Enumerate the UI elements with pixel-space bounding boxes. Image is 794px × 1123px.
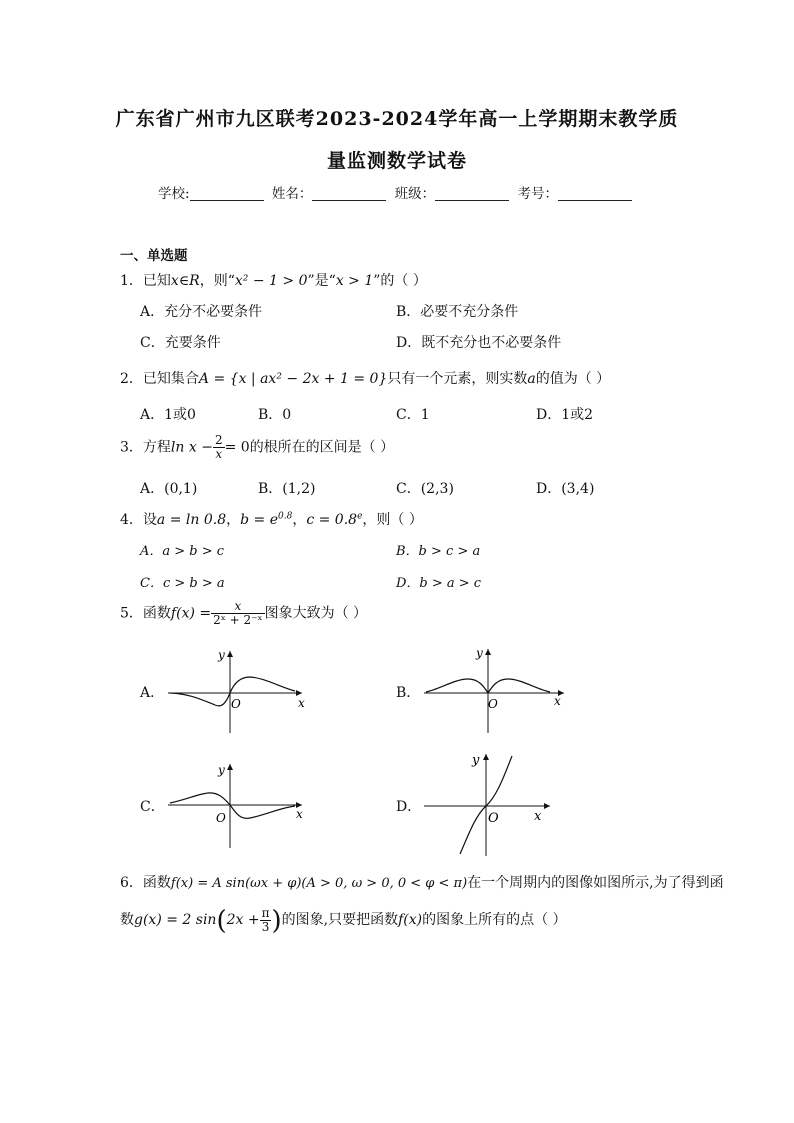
q5-math: f(x) =: [170, 605, 212, 622]
q6-frac-den: 3: [261, 919, 270, 934]
q2-text: 的值为（ ）: [535, 371, 611, 387]
q1-math: x² − 1 > 0: [234, 273, 308, 289]
y-label: y: [472, 753, 480, 768]
x-label: x: [534, 809, 542, 824]
origin-label: O: [488, 811, 499, 826]
student-info-line: [0, 182, 794, 202]
origin-label: O: [216, 811, 226, 825]
q1-option-b[interactable]: B．必要不充分条件: [396, 304, 519, 320]
q5-graph-b: [420, 645, 570, 737]
q5-graph-a: [160, 645, 310, 737]
q3-math: ln x −: [170, 439, 213, 456]
name-blank[interactable]: [312, 186, 386, 201]
origin-label: O: [231, 697, 241, 711]
page-title-line2: 量监测数学试卷: [326, 150, 467, 172]
q4-sep: ，: [292, 512, 307, 528]
q6-text: 函数: [142, 875, 171, 891]
q5-option-c[interactable]: C．: [140, 799, 165, 815]
q1-math: x > 1: [335, 273, 374, 289]
q2-option-a[interactable]: A．1或0: [140, 407, 196, 423]
q5-frac-num: x: [211, 600, 264, 614]
q4-option-a[interactable]: A．a > b > c: [140, 544, 225, 559]
q3-text: 方程: [142, 439, 171, 456]
q5-graph-d: [420, 750, 570, 860]
q4-sep: ，: [226, 512, 241, 528]
x-label: x: [298, 696, 305, 710]
q1-text: ，则“: [199, 273, 235, 289]
q6-math: g(x) = 2 sin: [134, 912, 217, 928]
q6-paren-open: (: [216, 906, 227, 936]
q5-fraction: [211, 600, 264, 627]
y-label: y: [218, 648, 225, 662]
curve: [170, 793, 295, 818]
q4-text: ，则（ ）: [362, 512, 423, 528]
q3-option-c[interactable]: C．(2,3): [396, 481, 454, 497]
q6-number: 6．: [120, 875, 143, 891]
q6-paren-close: ): [271, 906, 282, 936]
q6-math: f(x) = A sin(ωx + φ)(A > 0, ω > 0, 0 < φ < π): [170, 876, 468, 891]
q6-fraction: [260, 907, 272, 934]
q2-math: A = {x | ax² − 2x + 1 = 0}: [198, 371, 388, 387]
q6-text: 数: [120, 912, 134, 928]
school-blank[interactable]: [190, 186, 264, 201]
question-3: [120, 434, 394, 461]
q5-option-b[interactable]: B．: [396, 685, 421, 701]
q1-math: x∈R: [170, 273, 200, 289]
y-label: y: [476, 646, 483, 660]
q4-option-d[interactable]: D．b > a > c: [396, 576, 482, 591]
q3-option-b[interactable]: B．(1,2): [258, 481, 316, 497]
q6-math: f(x): [398, 912, 423, 928]
q6-frac-num: π: [261, 905, 270, 920]
q5-text: 函数: [142, 605, 171, 622]
q5-option-a[interactable]: A．: [140, 685, 165, 701]
q5-option-d[interactable]: D．: [396, 799, 422, 815]
q2-text: 已知集合: [142, 371, 199, 387]
q1-option-c[interactable]: C．充要条件: [140, 335, 221, 351]
q6-text: 的图象上所有的点（ ）: [422, 912, 567, 928]
q3-frac-den: x: [215, 447, 223, 461]
name-label: 姓名：: [271, 186, 313, 202]
q4-math: b = e: [240, 512, 278, 528]
q4-number: 4．: [120, 512, 143, 528]
q5-frac-den: 2ˣ + 2⁻ˣ: [213, 613, 263, 627]
q3-text: 的根所在的区间是（ ）: [249, 439, 395, 456]
q4-math: c = 0.8: [306, 512, 358, 528]
school-label: 学校:: [158, 186, 190, 202]
question-6-line2: [120, 906, 567, 936]
q2-math: a: [527, 371, 536, 387]
q3-option-a[interactable]: A．(0,1): [140, 481, 198, 497]
x-label: x: [296, 807, 303, 821]
section-heading: 一、单选题: [120, 248, 188, 264]
q2-option-b[interactable]: B．0: [258, 407, 292, 423]
y-label: y: [218, 763, 225, 777]
q4-sup: 0.8: [278, 511, 293, 522]
q1-option-d[interactable]: D．既不充分也不必要条件: [396, 335, 562, 351]
page-title-line1: 广东省广州市九区联考2023-2024学年高一上学期期末教学质: [115, 108, 679, 130]
number-blank[interactable]: [558, 186, 632, 201]
q1-text: ”是“: [307, 273, 336, 289]
q3-option-d[interactable]: D．(3,4): [536, 481, 595, 497]
number-label: 考号：: [517, 186, 558, 202]
q4-math: a = ln 0.8: [156, 512, 227, 528]
q4-sup: e: [357, 511, 363, 522]
question-6-line1: [120, 872, 724, 892]
q4-option-c[interactable]: C．c > b > a: [140, 576, 225, 591]
q3-math: = 0: [224, 439, 250, 456]
q2-text: 只有一个元素，则实数: [387, 371, 528, 387]
q3-number: 3．: [120, 439, 143, 456]
q6-math: 2x +: [226, 912, 260, 928]
q3-fraction: [213, 434, 225, 461]
q2-number: 2．: [120, 371, 143, 387]
q1-text: 已知: [142, 273, 171, 289]
q5-number: 5．: [120, 605, 143, 622]
origin-label: O: [488, 697, 498, 711]
question-1: [120, 270, 427, 290]
question-4: [120, 509, 423, 529]
q5-text: 图象大致为（ ）: [264, 605, 368, 622]
q2-option-d[interactable]: D．1或2: [536, 407, 594, 423]
q1-option-a[interactable]: A．充分不必要条件: [140, 304, 263, 320]
q4-text: 设: [142, 512, 157, 528]
x-label: x: [554, 694, 561, 708]
q1-number: 1．: [120, 273, 143, 289]
q3-frac-num: 2: [214, 433, 223, 447]
q1-text: ”的（ ）: [373, 273, 427, 289]
q2-option-c[interactable]: C．1: [396, 407, 430, 423]
class-label: 班级：: [394, 186, 436, 202]
q4-option-b[interactable]: B．b > c > a: [396, 544, 481, 559]
class-blank[interactable]: [435, 186, 509, 201]
q6-text: 在一个周期内的图像如图所示,为了得到函: [467, 875, 724, 891]
q5-graph-c: [160, 760, 310, 852]
question-2: [120, 368, 610, 388]
q6-text: 的图象,只要把函数: [281, 912, 399, 928]
question-5: [120, 600, 367, 627]
